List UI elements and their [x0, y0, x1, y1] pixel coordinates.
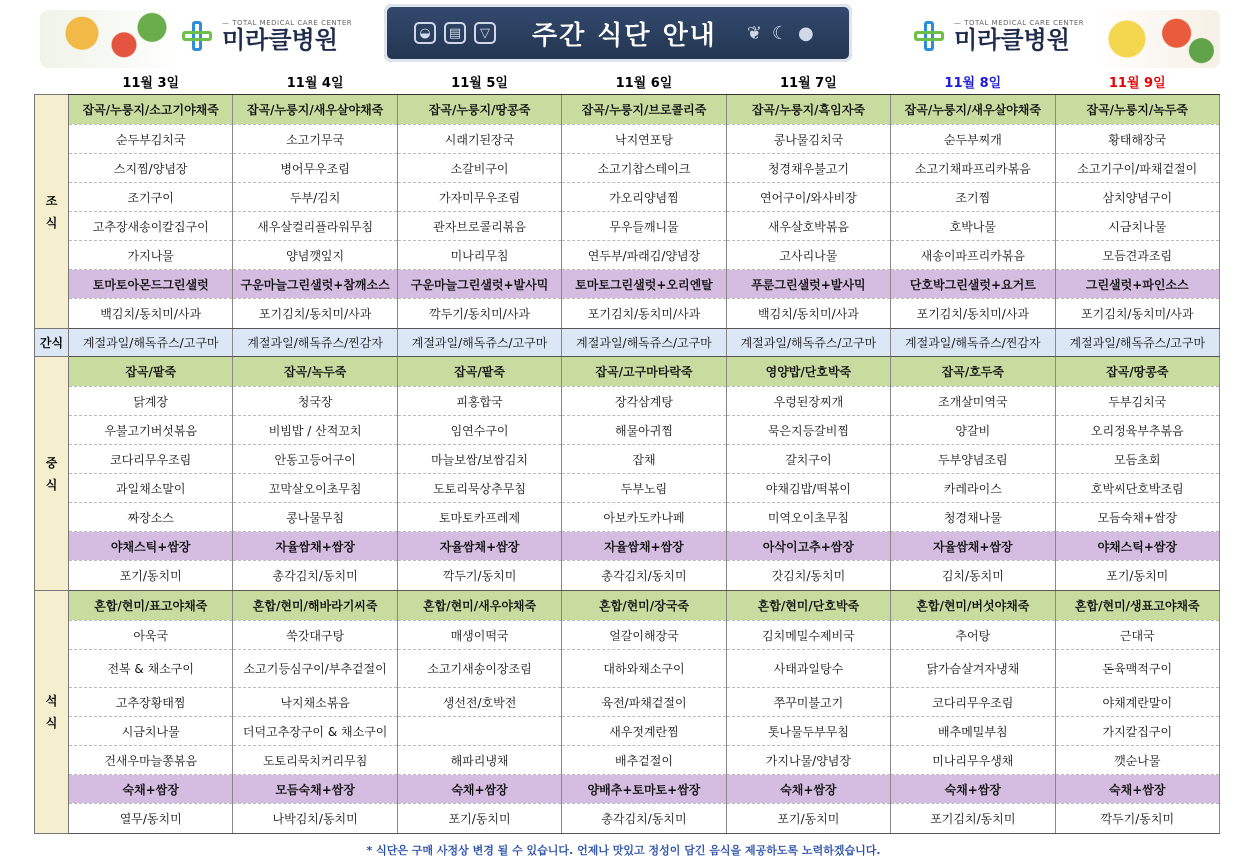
menu-cell: 미역오이초무침: [726, 503, 890, 532]
dinner-row: [35, 688, 1220, 717]
menu-cell: 양배추+토마토+쌈장: [562, 775, 726, 804]
menu-cell: 코다리무우조림: [69, 445, 233, 474]
menu-cell: 닭가슴살겨자냉채: [891, 650, 1055, 688]
menu-cell: 고사리나물: [726, 241, 890, 270]
menu-cell: 추어탕: [891, 621, 1055, 650]
menu-cell: 소고기찹스테이크: [562, 154, 726, 183]
menu-cell: 가지나물/양념장: [726, 746, 890, 775]
menu-cell: 황태해장국: [1055, 125, 1219, 154]
menu-cell: 생선전/호박전: [397, 688, 561, 717]
menu-cell: 푸룬그린샐럿+발사믹: [726, 270, 890, 299]
logo-subtitle: — TOTAL MEDICAL CARE CENTER: [954, 19, 1085, 27]
menu-cell: 조개살미역국: [891, 387, 1055, 416]
menu-cell: 모듬초회: [1055, 445, 1219, 474]
day-header: 11월 6일: [562, 68, 726, 95]
page-title: 주간 식단 안내: [532, 20, 717, 51]
menu-cell: 소고기채파프리카볶음: [891, 154, 1055, 183]
day-header-sunday: 11월 9일: [1055, 68, 1219, 95]
menu-cell: 혼합/현미/단호박죽: [726, 591, 890, 621]
menu-cell: 잡곡/누룽지/땅콩죽: [397, 95, 561, 125]
menu-cell: 우불고기버섯볶음: [69, 416, 233, 445]
footer-note: * 식단은 구매 사정상 변경 될 수 있습니다. 언제나 맛있고 정성이 담긴 음식을 제공하도록 노력하겠습니다.: [366, 844, 881, 857]
menu-cell: 시금치나물: [1055, 212, 1219, 241]
dinner-row: [35, 650, 1220, 688]
lunch-row: [35, 503, 1220, 532]
menu-cell: 새우젓계란찜: [562, 717, 726, 746]
menu-cell: 포기김치/동치미/사과: [562, 299, 726, 329]
menu-cell: 새우살호박볶음: [726, 212, 890, 241]
lunch-row: [35, 532, 1220, 561]
menu-cell: 도토리묵치커리무침: [233, 746, 397, 775]
menu-cell: 과일채소말이: [69, 474, 233, 503]
menu-cell: 닭계장: [69, 387, 233, 416]
menu-cell: 자율쌈채+쌈장: [891, 532, 1055, 561]
menu-cell: 계절과일/해독쥬스/찐감자: [891, 329, 1055, 357]
lunch-row: [35, 387, 1220, 416]
menu-cell: 근대국: [1055, 621, 1219, 650]
corner-cell: [35, 68, 69, 95]
menu-cell: 깍두기/동치미: [1055, 804, 1219, 834]
menu-cell: 나박김치/동치미: [233, 804, 397, 834]
menu-cell: 가지칼집구이: [1055, 717, 1219, 746]
menu-cell: 야채스틱+쌈장: [1055, 532, 1219, 561]
menu-cell: 잡곡/누룽지/새우살야채죽: [891, 95, 1055, 125]
menu-cell: 고추장새송이칼집구이: [69, 212, 233, 241]
lunch-row: [35, 561, 1220, 591]
menu-cell: 모듬숙채+쌈장: [1055, 503, 1219, 532]
logo-subtitle: — TOTAL MEDICAL CARE CENTER: [222, 19, 353, 27]
dinner-label: 석 식: [35, 591, 69, 834]
hospital-logo-right: [912, 12, 1084, 60]
menu-cell: 총각김치/동치미: [233, 561, 397, 591]
menu-cell: 총각김치/동치미: [562, 561, 726, 591]
breakfast-row: [35, 95, 1220, 125]
menu-cell: 마늘보쌈/보쌈김치: [397, 445, 561, 474]
menu-cell: 숙채+쌈장: [1055, 775, 1219, 804]
menu-cell: 조기구이: [69, 183, 233, 212]
menu-cell: 열무/동치미: [69, 804, 233, 834]
menu-cell: 소고기등심구이/부추겉절이: [233, 650, 397, 688]
menu-cell: 포기/동치미: [397, 804, 561, 834]
dinner-row: [35, 804, 1220, 834]
menu-cell: 깍두기/동치미/사과: [397, 299, 561, 329]
menu-cell: 청경채우불고기: [726, 154, 890, 183]
menu-cell: 고추장황태찜: [69, 688, 233, 717]
apple-icon: ●: [798, 22, 814, 44]
vegetable-decoration-right: [1096, 10, 1220, 68]
menu-cell: 사태과일탕수: [726, 650, 890, 688]
menu-cell: 배추겉절이: [562, 746, 726, 775]
medical-cross-icon: [180, 19, 214, 53]
day-header: 11월 7일: [726, 68, 890, 95]
menu-cell: 순두부찌개: [891, 125, 1055, 154]
menu-cell: 양념깻잎지: [233, 241, 397, 270]
date-header-row: [35, 68, 1220, 95]
menu-cell: 연두부/파래김/양념장: [562, 241, 726, 270]
leaf-icon: ❦: [746, 22, 762, 44]
menu-cell: 새우살컬리플라워무침: [233, 212, 397, 241]
menu-cell: 대하와채소구이: [562, 650, 726, 688]
menu-cell: 백김치/동치미/사과: [69, 299, 233, 329]
menu-cell: 두부/김치: [233, 183, 397, 212]
menu-cell: 비빔밥 / 산적꼬치: [233, 416, 397, 445]
menu-cell: 숙채+쌈장: [397, 775, 561, 804]
menu-cell: 얼갈이해장국: [562, 621, 726, 650]
menu-cell: 가자미무우조림: [397, 183, 561, 212]
menu-cell: 코다리무우조림: [891, 688, 1055, 717]
menu-cell: 도토리묵상추무침: [397, 474, 561, 503]
menu-cell: 쭈꾸미불고기: [726, 688, 890, 717]
menu-cell: 낙지채소볶음: [233, 688, 397, 717]
menu-cell: 잡곡/누룽지/새우살야채죽: [233, 95, 397, 125]
menu-cell: 영양밥/단호박죽: [726, 357, 890, 387]
breakfast-row: [35, 183, 1220, 212]
menu-cell: 청국장: [233, 387, 397, 416]
menu-cell: 혼합/현미/해바라기씨죽: [233, 591, 397, 621]
menu-cell: 호박씨단호박조림: [1055, 474, 1219, 503]
menu-cell: 토마토카프레제: [397, 503, 561, 532]
menu-cell: 포기/동치미: [726, 804, 890, 834]
menu-cell: 계절과일/해독쥬스/고구마: [562, 329, 726, 357]
menu-cell: 매생이떡국: [397, 621, 561, 650]
breakfast-label: 조 식: [35, 95, 69, 329]
menu-cell: 아보카도카나페: [562, 503, 726, 532]
menu-cell: 두부노림: [562, 474, 726, 503]
menu-cell: 짜장소스: [69, 503, 233, 532]
menu-cell: 돈육맥적구이: [1055, 650, 1219, 688]
menu-cell: 꼬막살오이초무침: [233, 474, 397, 503]
menu-cell: 시금치나물: [69, 717, 233, 746]
menu-cell: 혼합/현미/새우야채죽: [397, 591, 561, 621]
medical-cross-icon: [912, 19, 946, 53]
menu-cell: 청경채나물: [891, 503, 1055, 532]
menu-cell: 잡곡/팥죽: [69, 357, 233, 387]
menu-cell: 구운마늘그린샐럿+발사믹: [397, 270, 561, 299]
lunch-label: 중 식: [35, 357, 69, 591]
menu-cell: 미나리무침: [397, 241, 561, 270]
menu-cell: 포기김치/동치미/사과: [891, 299, 1055, 329]
menu-cell: 혼합/현미/버섯야채죽: [891, 591, 1055, 621]
dinner-row: [35, 591, 1220, 621]
menu-cell: 그린샐럿+파인소스: [1055, 270, 1219, 299]
menu-cell: 전복 & 채소구이: [69, 650, 233, 688]
menu-cell: 김치메밀수제비국: [726, 621, 890, 650]
logo-name: 미라클병원: [222, 26, 338, 54]
menu-cell: 계절과일/해독쥬스/고구마: [726, 329, 890, 357]
breakfast-row: [35, 270, 1220, 299]
weekly-menu-table: [34, 68, 1220, 834]
menu-cell: 야채계란말이: [1055, 688, 1219, 717]
menu-cell: 가지나물: [69, 241, 233, 270]
menu-cell: 자율쌈채+쌈장: [562, 532, 726, 561]
menu-cell: 혼합/현미/표고야채죽: [69, 591, 233, 621]
menu-cell: 포기김치/동치미: [891, 804, 1055, 834]
menu-cell: 잡곡/누룽지/소고기야채죽: [69, 95, 233, 125]
menu-cell: 더덕고추장구이 & 채소구이: [233, 717, 397, 746]
breakfast-row: [35, 212, 1220, 241]
menu-cell: 삼치양념구이: [1055, 183, 1219, 212]
menu-cell: 소고기새송이장조림: [397, 650, 561, 688]
menu-cell: 카레라이스: [891, 474, 1055, 503]
menu-cell: 병어무우조림: [233, 154, 397, 183]
menu-cell: 콩나물김치국: [726, 125, 890, 154]
menu-cell: 구운마늘그린샐럿+참깨소스: [233, 270, 397, 299]
menu-cell: 백김치/동치미/사과: [726, 299, 890, 329]
snack-row: [35, 329, 1220, 357]
menu-cell: 계절과일/해독쥬스/고구마: [1055, 329, 1219, 357]
menu-cell: 혼합/현미/장국죽: [562, 591, 726, 621]
menu-cell: 두부양념조림: [891, 445, 1055, 474]
menu-cell: 잡곡/고구마타락죽: [562, 357, 726, 387]
cup-icon: ▽: [474, 22, 496, 44]
menu-cell: 자율쌈채+쌈장: [233, 532, 397, 561]
menu-cell: 포기/동치미: [1055, 561, 1219, 591]
menu-cell: 톳나물두부무침: [726, 717, 890, 746]
lunch-row: [35, 474, 1220, 503]
menu-cell: 아욱국: [69, 621, 233, 650]
lunch-row: [35, 445, 1220, 474]
menu-cell: 깻순나물: [1055, 746, 1219, 775]
dinner-row: [35, 775, 1220, 804]
menu-cell: 우렁된장찌개: [726, 387, 890, 416]
day-header: 11월 5일: [397, 68, 561, 95]
hospital-logo-left: [180, 12, 352, 60]
menu-cell: 모듬숙채+쌈장: [233, 775, 397, 804]
menu-cell: 잡채: [562, 445, 726, 474]
menu-cell: 배추메밀부침: [891, 717, 1055, 746]
menu-cell: 소고기구이/파채겉절이: [1055, 154, 1219, 183]
salad-bowl-icon: ◒: [414, 22, 436, 44]
menu-cell: 피홍합국: [397, 387, 561, 416]
vegetable-decoration-left: [40, 10, 180, 68]
menu-cell: 시래기된장국: [397, 125, 561, 154]
menu-cell: 토마토그린샐럿+오리엔탈: [562, 270, 726, 299]
menu-cell: 야채김밥/떡볶이: [726, 474, 890, 503]
menu-cell: 숙채+쌈장: [891, 775, 1055, 804]
menu-cell: 새송이파프리카볶음: [891, 241, 1055, 270]
menu-cell: 잡곡/땅콩죽: [1055, 357, 1219, 387]
menu-cell: 깍두기/동치미: [397, 561, 561, 591]
menu-cell: 낙지연포탕: [562, 125, 726, 154]
breakfast-row: [35, 125, 1220, 154]
menu-cell: [397, 717, 561, 746]
menu-cell: 자율쌈채+쌈장: [397, 532, 561, 561]
day-header: 11월 3일: [69, 68, 233, 95]
breakfast-row: [35, 154, 1220, 183]
menu-cell: 갓김치/동치미: [726, 561, 890, 591]
menu-cell: 계절과일/해독쥬스/찐감자: [233, 329, 397, 357]
menu-cell: 순두부김치국: [69, 125, 233, 154]
menu-cell: 연어구이/와사비장: [726, 183, 890, 212]
dinner-row: [35, 746, 1220, 775]
jar-icon: ▤: [444, 22, 466, 44]
dinner-row: [35, 717, 1220, 746]
menu-cell: 갈치구이: [726, 445, 890, 474]
menu-cell: 모듬견과조림: [1055, 241, 1219, 270]
menu-cell: 아삭이고추+쌈장: [726, 532, 890, 561]
menu-cell: 콩나물무침: [233, 503, 397, 532]
menu-cell: 총각김치/동치미: [562, 804, 726, 834]
menu-cell: 미나리무우생채: [891, 746, 1055, 775]
menu-cell: 포기김치/동치미/사과: [1055, 299, 1219, 329]
menu-cell: 해물아귀찜: [562, 416, 726, 445]
menu-cell: 호박나물: [891, 212, 1055, 241]
menu-cell: 야채스틱+쌈장: [69, 532, 233, 561]
menu-cell: 스지찜/양념장: [69, 154, 233, 183]
logo-name: 미라클병원: [954, 26, 1070, 54]
menu-cell: 잡곡/녹두죽: [233, 357, 397, 387]
menu-cell: 혼합/현미/생표고야채죽: [1055, 591, 1219, 621]
menu-cell: 소갈비구이: [397, 154, 561, 183]
menu-cell: 계절과일/해독쥬스/고구마: [69, 329, 233, 357]
lunch-row: [35, 357, 1220, 387]
lunch-row: [35, 416, 1220, 445]
menu-cell: 관자브로콜리볶음: [397, 212, 561, 241]
menu-cell: 조기찜: [891, 183, 1055, 212]
menu-cell: 양갈비: [891, 416, 1055, 445]
snack-label: 간식: [35, 329, 69, 357]
menu-cell: 소고기무국: [233, 125, 397, 154]
menu-cell: 잡곡/호두죽: [891, 357, 1055, 387]
menu-cell: 숙채+쌈장: [69, 775, 233, 804]
menu-cell: 김치/동치미: [891, 561, 1055, 591]
menu-cell: 육전/파채겉절이: [562, 688, 726, 717]
menu-cell: 잡곡/누룽지/녹두죽: [1055, 95, 1219, 125]
menu-cell: 쑥갓대구탕: [233, 621, 397, 650]
menu-cell: 묵은지등갈비찜: [726, 416, 890, 445]
breakfast-row: [35, 299, 1220, 329]
breakfast-row: [35, 241, 1220, 270]
menu-cell: 숙채+쌈장: [726, 775, 890, 804]
menu-cell: 건새우마늘쫑볶음: [69, 746, 233, 775]
title-banner: [384, 4, 852, 62]
menu-cell: 안동고등어구이: [233, 445, 397, 474]
day-header: 11월 4일: [233, 68, 397, 95]
menu-cell: 잡곡/누룽지/브로콜리죽: [562, 95, 726, 125]
menu-cell: 무우들깨니물: [562, 212, 726, 241]
day-header-saturday: 11월 8일: [891, 68, 1055, 95]
menu-cell: 잡곡/팥죽: [397, 357, 561, 387]
menu-cell: 토마토아몬드그린샐럿: [69, 270, 233, 299]
menu-cell: 단호박그린샐럿+요거트: [891, 270, 1055, 299]
menu-cell: 가오리양념찜: [562, 183, 726, 212]
menu-cell: 계절과일/해독쥬스/고구마: [397, 329, 561, 357]
menu-cell: 잡곡/누룽지/흑임자죽: [726, 95, 890, 125]
dinner-row: [35, 621, 1220, 650]
menu-cell: 장각삼계탕: [562, 387, 726, 416]
menu-cell: 오리정육부추볶음: [1055, 416, 1219, 445]
menu-cell: 포기/동치미: [69, 561, 233, 591]
menu-cell: 해파리냉채: [397, 746, 561, 775]
menu-cell: 임연수구이: [397, 416, 561, 445]
menu-cell: 두부김치국: [1055, 387, 1219, 416]
menu-cell: 포기김치/동치미/사과: [233, 299, 397, 329]
banana-icon: ☾: [771, 22, 789, 44]
